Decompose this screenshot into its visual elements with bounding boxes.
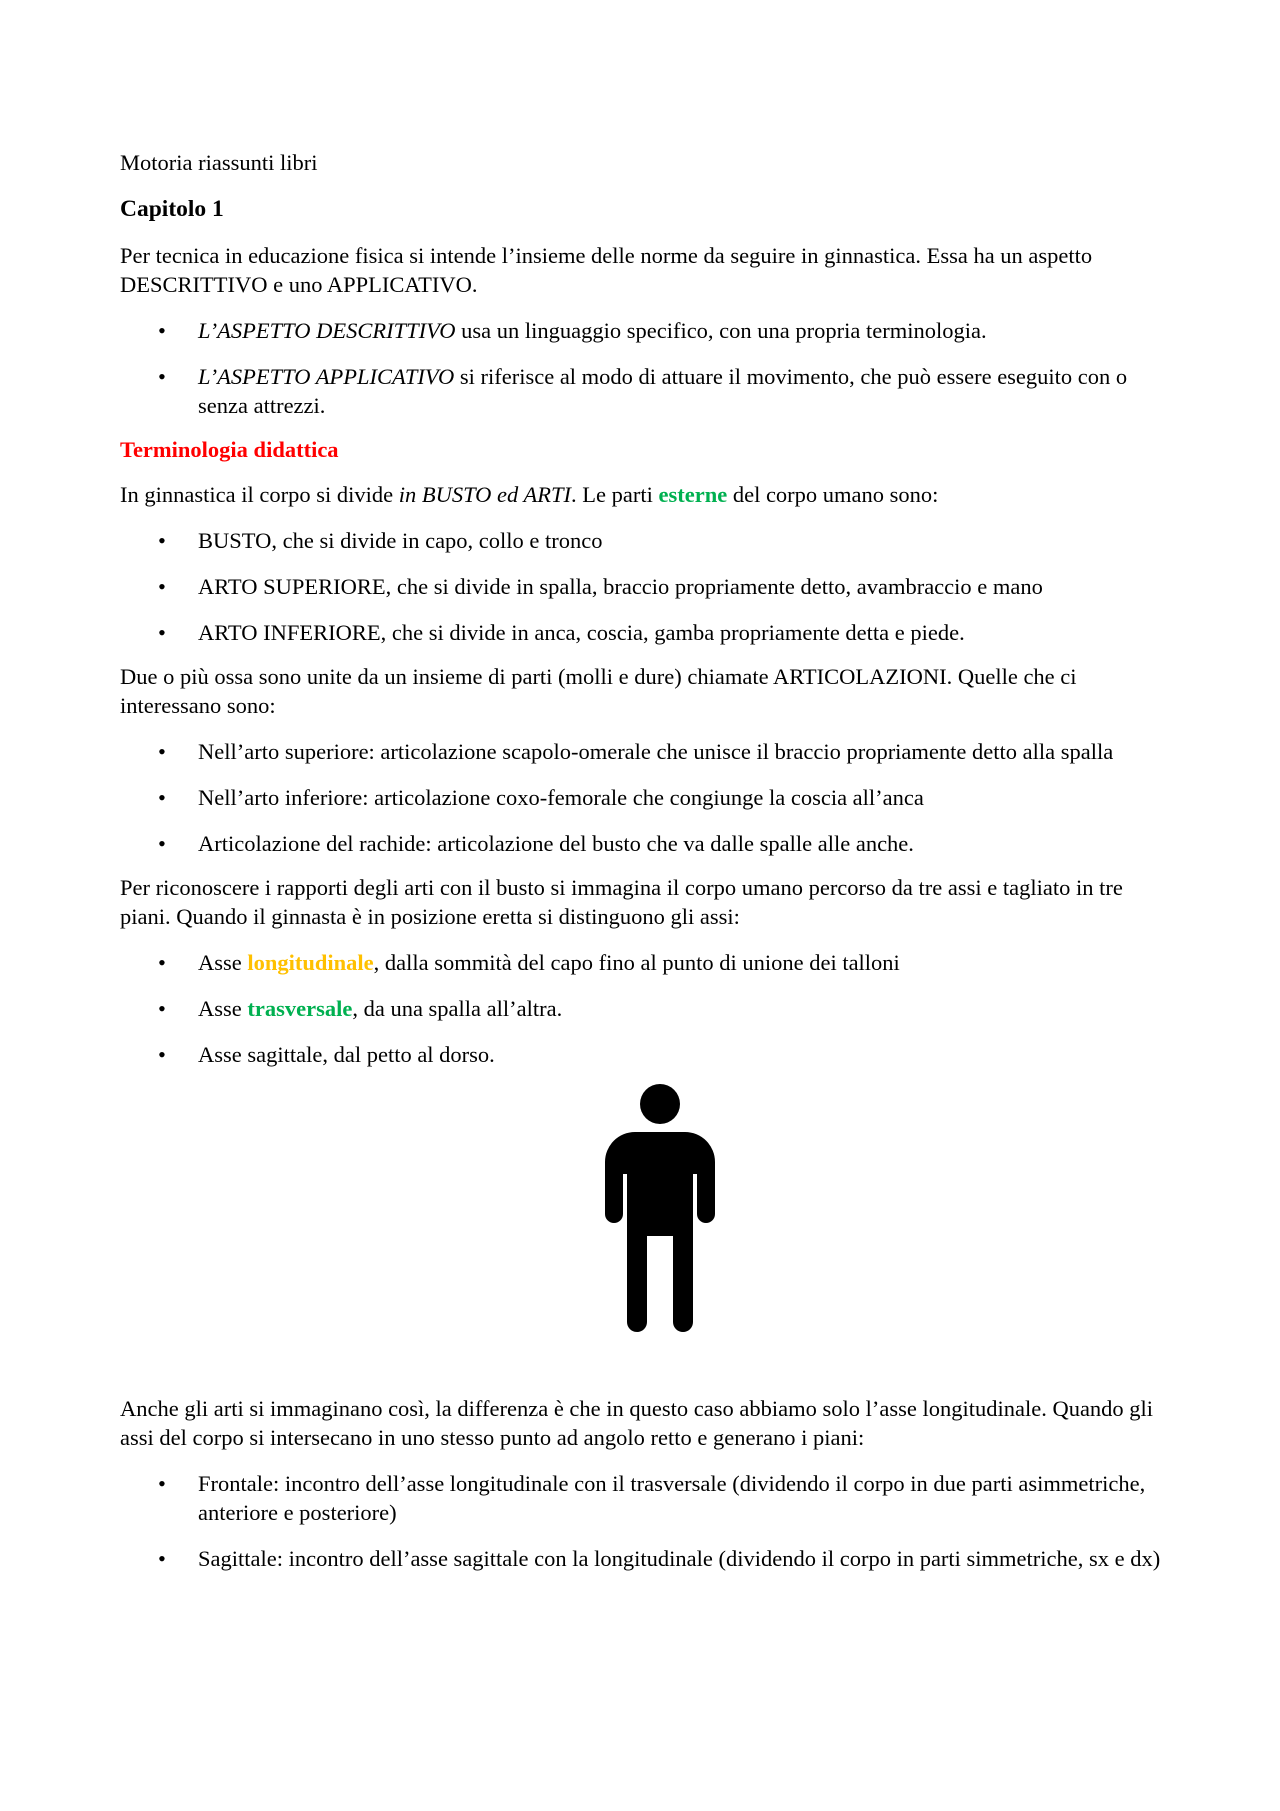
- list-item: [120, 948, 1170, 977]
- text-run: , dalla sommità del capo fino al punto di unione dei talloni: [373, 950, 900, 975]
- bullet: •: [158, 1546, 166, 1571]
- aspects-list: [120, 316, 1170, 420]
- highlight-longitudinale: longitudinale: [247, 950, 374, 975]
- list-item-text: ARTO SUPERIORE, che si divide in spalla, braccio propriamente detto, avambraccio e mano: [198, 574, 1043, 599]
- list-item: [120, 362, 1170, 420]
- list-item: [120, 618, 1170, 647]
- highlight-esterne: esterne: [658, 482, 728, 507]
- text-run: , da una spalla all’altra.: [352, 996, 563, 1021]
- bullet: •: [158, 996, 166, 1021]
- axes-intro-paragraph: Per riconoscere i rapporti degli arti con il busto si immagina il corpo umano percorso da tre assi e tagliato in tre piani. Quando il ginnasta è in posizione eretta si distinguono gli assi:: [120, 875, 1123, 929]
- bullet: •: [158, 574, 166, 599]
- list-item: [120, 1040, 1170, 1069]
- chapter-heading: Capitolo 1: [120, 196, 224, 222]
- aspect-text: usa un linguaggio specifico, con una propria terminologia.: [455, 318, 987, 343]
- list-item: [120, 526, 1170, 555]
- person-standing-icon: [595, 1084, 725, 1334]
- bullet: •: [158, 739, 166, 764]
- bullet: •: [158, 785, 166, 810]
- bullet: •: [158, 1042, 166, 1067]
- joints-intro-paragraph: Due o più ossa sono unite da un insieme di parti (molli e dure) chiamate ARTICOLAZIONI. Quelle che ci interessano sono:: [120, 664, 1077, 718]
- list-item-text: Sagittale: incontro dell’asse sagittale con la longitudinale (dividendo il corpo in parti simmetriche, sx e dx): [198, 1546, 1161, 1571]
- bullet: •: [158, 364, 166, 389]
- bullet: •: [158, 528, 166, 553]
- text-run: In ginnastica il corpo si divide: [120, 482, 399, 507]
- bullet: •: [158, 318, 166, 343]
- text-run: Asse: [198, 950, 248, 975]
- bullet: •: [158, 831, 166, 856]
- joints-list: [120, 737, 1170, 858]
- list-item: [120, 783, 1170, 812]
- list-item-text: Nell’arto superiore: articolazione scapolo-omerale che unisce il braccio propriamente detto alla spalla: [198, 739, 1114, 764]
- list-item: [120, 1544, 1170, 1573]
- parts-intro-paragraph: [120, 480, 1170, 509]
- aspect-term: L’ASPETTO APPLICATIVO: [198, 364, 455, 389]
- list-item: [120, 829, 1170, 858]
- list-item: [120, 572, 1170, 601]
- bullet: •: [158, 950, 166, 975]
- section-heading: Terminologia didattica: [120, 437, 339, 462]
- list-item: [120, 737, 1170, 766]
- text-run: . Le parti: [571, 482, 659, 507]
- aspect-text: si riferisce al modo di attuare il movimento, che può essere eseguito con o senza attrezzi.: [198, 364, 1128, 418]
- list-item-text: BUSTO, che si divide in capo, collo e tronco: [198, 528, 603, 553]
- text-run: del corpo umano sono:: [727, 482, 939, 507]
- figure: [120, 1084, 1170, 1334]
- list-item-text: Articolazione del rachide: articolazione del busto che va dalle spalle alle anche.: [198, 831, 914, 856]
- italic-run: in BUSTO ed ARTI: [398, 482, 572, 507]
- list-item-text: Asse sagittale, dal petto al dorso.: [198, 1042, 495, 1067]
- list-item-text: Frontale: incontro dell’asse longitudinale con il trasversale (dividendo il corpo in due parti asimmetriche, anteriore e posteriore): [198, 1471, 1146, 1525]
- list-item: [120, 1469, 1170, 1527]
- planes-list: [120, 1469, 1170, 1573]
- list-item: [120, 994, 1170, 1023]
- bullet: •: [158, 1471, 166, 1496]
- list-item-text: Nell’arto inferiore: articolazione coxo-femorale che congiunge la coscia all’anca: [198, 785, 924, 810]
- aspect-term: L’ASPETTO DESCRITTIVO: [198, 318, 456, 343]
- document-title: Motoria riassunti libri: [120, 150, 318, 175]
- document-page: [120, 148, 1170, 1588]
- limbs-paragraph: Anche gli arti si immaginano così, la differenza è che in questo caso abbiamo solo l’asse longitudinale. Quando gli assi del corpo si intersecano in uno stesso punto ad angolo retto e generano i piani:: [120, 1396, 1154, 1450]
- bullet: •: [158, 620, 166, 645]
- intro-paragraph: Per tecnica in educazione fisica si intende l’insieme delle norme da seguire in ginnastica. Essa ha un aspetto DESCRITTIVO e uno APPLICATIVO.: [120, 243, 1093, 297]
- axes-list: [120, 948, 1170, 1069]
- list-item-text: ARTO INFERIORE, che si divide in anca, coscia, gamba propriamente detta e piede.: [198, 620, 965, 645]
- body-parts-list: [120, 526, 1170, 647]
- list-item: [120, 316, 1170, 345]
- text-run: Asse: [198, 996, 248, 1021]
- highlight-trasversale: trasversale: [247, 996, 353, 1021]
